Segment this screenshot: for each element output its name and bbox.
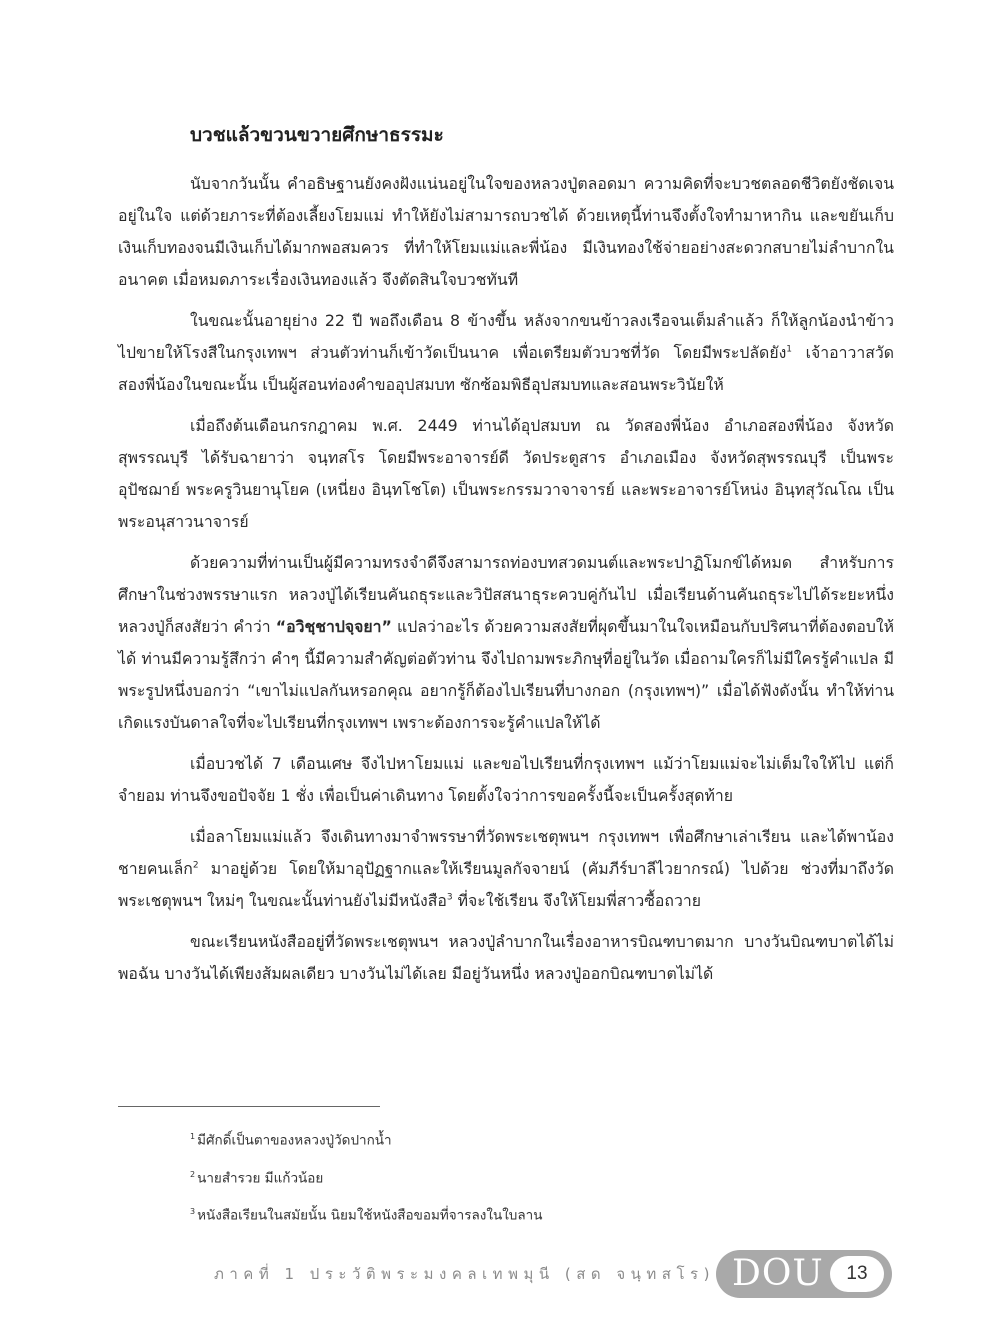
footer-title: ภาคที่ 1 ประวัติพระมงคลเทพมุนี (สด จนฺทสโร) bbox=[214, 1265, 715, 1283]
paragraph-text: ด้วยความที่ท่านเป็นผู้มีความทรงจำดีจึงสามารถท่องบทสวดมนต์และพระปาฏิโมกข์ได้หมด สำหรับการศึกษาในช่วงพรรษาแรก หลวงปู่ได้เรียนคันถธุระและวิปัสสนาธุระควบคู่กันไป เมื่อเรียนด้านคันถธุระไปได้ระยะหนึ่ง หลวงปู่ก็สงสัยว่า คำว่า bbox=[118, 553, 894, 636]
footnote-ref: 1 bbox=[786, 344, 793, 355]
paragraph-text: เมื่อบวชได้ 7 เดือนเศษ จึงไปหาโยมแม่ และขอไปเรียนที่กรุงเทพฯ แม้ว่าโยมแม่จะไม่เต็มใจให้ไป แต่ก็จำยอม ท่านจึงขอปัจจัย 1 ชั่ง เพื่อเป็นค่าเดินทาง โดยตั้งใจว่าการขอครั้งนี้จะเป็นครั้งสุดท้าย bbox=[118, 754, 894, 805]
paragraph bbox=[118, 410, 894, 538]
footnote bbox=[190, 1202, 890, 1226]
footnote-divider bbox=[118, 1106, 380, 1107]
paragraph-text: เมื่อลาโยมแม่แล้ว จึงเดินทางมาจำพรรษาที่วัดพระเชตุพนฯ กรุงเทพฯ เพื่อศึกษาเล่าเรียน และได้พาน้องชายคนเล็ก bbox=[118, 827, 894, 878]
paragraph bbox=[118, 305, 894, 401]
paragraph-text: ที่จะใช้เรียน จึงให้โยมพี่สาวซื้อถวาย bbox=[452, 891, 701, 910]
footnote-mark: 2 bbox=[190, 1169, 196, 1179]
footnote-ref: 3 bbox=[446, 892, 453, 903]
paragraph bbox=[118, 547, 894, 739]
section-heading: บวชแล้วขวนขวายศึกษาธรรมะ bbox=[190, 124, 444, 146]
footnote bbox=[190, 1127, 890, 1151]
dou-logo: DOU bbox=[732, 1253, 824, 1294]
paragraph bbox=[118, 821, 894, 917]
body-text bbox=[118, 168, 894, 999]
paragraph-text: ในขณะนั้นอายุย่าง 22 ปี พอถึงเดือน 8 ข้างขึ้น หลังจากขนข้าวลงเรือจนเต็มลำแล้ว ก็ให้ลูกน้องนำข้าวไปขายให้โรงสีในกรุงเทพฯ ส่วนตัวท่านก็เข้าวัดเป็นนาค เพื่อเตรียมตัวบวชที่วัด โดยมีพระปลัดยัง bbox=[118, 311, 894, 362]
paragraph-text: เมื่อถึงต้นเดือนกรกฎาคม พ.ศ. 2449 ท่านได้อุปสมบท ณ วัดสองพี่น้อง อำเภอสองพี่น้อง จังหวัดสุพรรณบุรี ได้รับฉายาว่า จนฺทสโร โดยมีพระอาจารย์ดี วัดประตูสาร อำเภอเมือง จังหวัดสุพรรณบุรี เป็นพระอุปัชฌาย์ พระครูวินยานุโยค (เหนี่ยง อินฺทโชโต) เป็นพระกรรมวาจาจารย์ และพระอาจารย์โหน่ง อินฺทสุวัณโณ เป็นพระอนุสาวนาจารย์ bbox=[118, 416, 894, 531]
footnote-text: มีศักดิ์เป็นตาของหลวงปู่วัดปากน้ำ bbox=[197, 1132, 392, 1149]
paragraph-text: แปลว่าอะไร ด้วยความสงสัยที่ผุดขึ้นมาในใจเหมือนกับปริศนาที่ต้องตอบให้ได้ ท่านมีความรู้สึกว่า คำๆ นี้มีความสำคัญต่อตัวท่าน จึงไปถามพระภิกษุที่อยู่ในวัด เมื่อถามใครก็ไม่มีใครรู้คำแปล มีพระรูปหนึ่งบอกว่า “เขาไม่แปลกันหรอกคุณ อยากรู้ก็ต้องไปเรียนที่บางกอก (กรุงเทพฯ)” เมื่อได้ฟังดังนั้น ทำให้ท่านเกิดแรงบันดาลใจที่จะไปเรียนที่กรุงเทพฯ เพราะต้องการจะรู้คำแปลให้ได้ bbox=[118, 617, 894, 732]
paragraph-text: เจ้าอาวาสวัดสองพี่น้องในขณะนั้น เป็นผู้สอนท่องคำขออุปสมบท ซักซ้อมพิธีอุปสมบทและสอนพระวินัยให้ bbox=[118, 343, 894, 394]
footnote-ref: 2 bbox=[192, 860, 199, 871]
footnote-mark: 3 bbox=[190, 1207, 196, 1216]
footnote-mark: 1 bbox=[190, 1132, 196, 1141]
footnote-text: นายสำรวย มีแก้วน้อย bbox=[197, 1170, 324, 1186]
footnotes bbox=[190, 1127, 890, 1240]
page-badge bbox=[716, 1250, 892, 1298]
paragraph-text: นับจากวันนั้น คำอธิษฐานยังคงฝังแน่นอยู่ในใจของหลวงปู่ตลอดมา ความคิดที่จะบวชตลอดชีวิตยังชัดเจนอยู่ในใจ แต่ด้วยภาระที่ต้องเลี้ยงโยมแม่ ทำให้ยังไม่สามารถบวชได้ ด้วยเหตุนี้ท่านจึงตั้งใจทำมาหากิน และขยันเก็บเงินเก็บทองจนมีเงินเก็บได้มากพอสมควร ที่ทำให้โยมแม่และพี่น้อง มีเงินทองใช้จ่ายอย่างสะดวกสบายไม่ลำบากในอนาคต เมื่อหมดภาระเรื่องเงินทองแล้ว จึงตัดสินใจบวชทันที bbox=[118, 174, 894, 289]
footnote bbox=[190, 1165, 890, 1189]
page-number: 13 bbox=[830, 1256, 884, 1292]
paragraph bbox=[118, 168, 894, 296]
bold-term: “อวิชฺชาปจฺจยา” bbox=[275, 617, 392, 636]
paragraph bbox=[118, 926, 894, 990]
paragraph-text: ขณะเรียนหนังสืออยู่ที่วัดพระเชตุพนฯ หลวงปู่ลำบากในเรื่องอาหารบิณฑบาตมาก บางวันบิณฑบาตได้ไม่พอฉัน บางวันได้เพียงส้มผลเดียว บางวันไม่ได้เลย มีอยู่วันหนึ่ง หลวงปู่ออกบิณฑบาตไม่ได้ bbox=[118, 932, 894, 983]
paragraph bbox=[118, 748, 894, 812]
paragraph-text: มาอยู่ด้วย โดยให้มาอุปัฏฐากและให้เรียนมูลกัจจายน์ (คัมภีร์บาลีไวยากรณ์) ไปด้วย ช่วงที่มาถึงวัดพระเชตุพนฯ ใหม่ๆ ในขณะนั้นท่านยังไม่มีหนังสือ bbox=[118, 859, 894, 910]
footnote-text: หนังสือเรียนในสมัยนั้น นิยมใช้หนังสือขอมที่จารลงในใบลาน bbox=[197, 1207, 543, 1224]
